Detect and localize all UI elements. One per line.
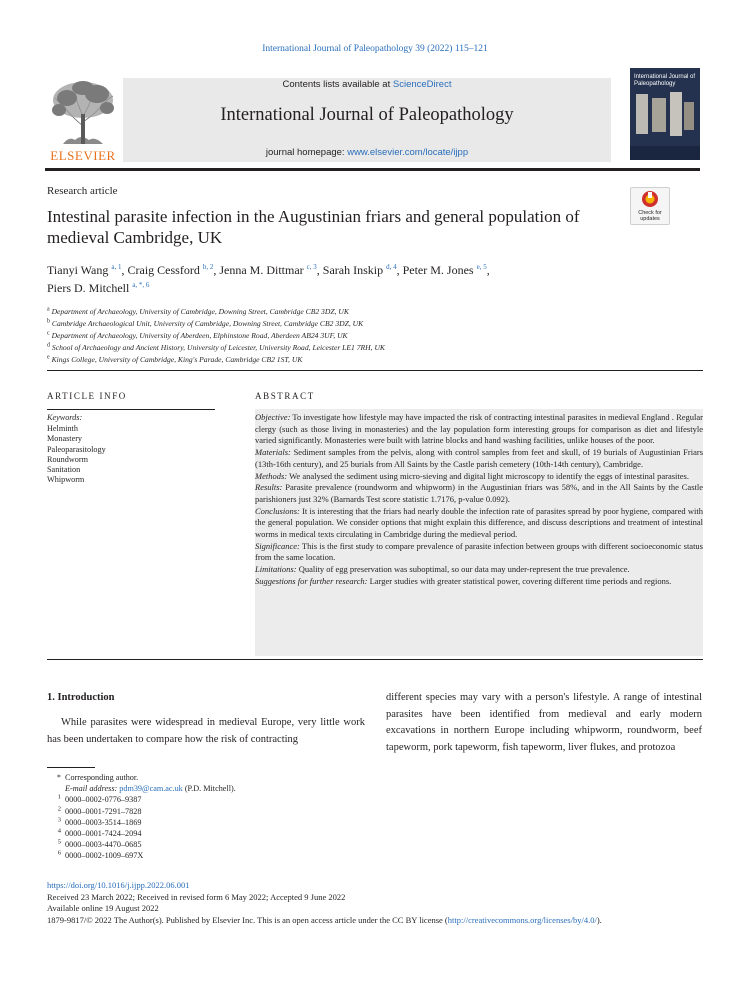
header-rule — [45, 168, 700, 171]
cover-art-icon — [630, 68, 700, 160]
license-line: 1879-9817/© 2022 The Author(s). Published by Elsevier Inc. This is an open access article under the CC BY license (http://creativecommons.org/licenses/by/4.0/). — [47, 914, 602, 925]
affiliation: $^e$ Kings College, University of Cambridge, King's Parade, Cambridge CB2 1ST, UK — [47, 354, 303, 364]
author[interactable]: Sarah Inskip $^{d, 4}$ — [322, 263, 397, 277]
article-history — [47, 880, 707, 926]
introduction-left-column: While parasites were widespread in medieval Europe, very little work has been undertaken to compare how the risk of contracting — [47, 717, 365, 745]
orcid-note[interactable]: $^1$ 0000–0002-0776–9387 — [57, 793, 142, 805]
orcid-note[interactable]: $^5$ 0000–0003-4470–0685 — [57, 838, 142, 850]
orcid-note[interactable]: $^6$ 0000–0002-1009–697X — [57, 849, 144, 861]
article-type: Research article — [47, 185, 118, 197]
cover-title: International Journal of Paleopathology — [634, 74, 696, 87]
check-for-updates-badge[interactable] — [630, 187, 670, 225]
doi-link[interactable]: https://doi.org/10.1016/j.ijpp.2022.06.001 — [47, 880, 190, 890]
contents-available-line: Contents lists available at ScienceDirect — [282, 79, 452, 90]
keyword: Roundworm — [47, 454, 88, 464]
keyword: Helminth — [47, 424, 78, 433]
abstract-section: Materials: Sediment samples from the pelvis, along with control samples from feet and skull, of 19 burials of Augustinian Friars (13th-16th century), and 25 burials from All Saints by the Castle parish cemetery (10th-14th century), Cambridge. — [255, 447, 703, 469]
email-link[interactable]: pdm39@cam.ac.uk — [119, 784, 183, 794]
author[interactable]: Peter M. Jones $^{e, 5}$ — [402, 263, 487, 277]
received-dates: Received 23 March 2022; Received in revised form 6 May 2022; Accepted 9 June 2022 — [47, 891, 346, 902]
introduction-heading: 1. Introduction — [47, 692, 115, 703]
affiliation: $^c$ Department of Archaeology, University of Aberdeen, Elphinstone Road, Aberdeen AB24 3UF, UK — [47, 330, 348, 340]
affiliations — [47, 306, 667, 366]
keywords-list — [47, 424, 106, 486]
affiliation: $^a$ Department of Archaeology, University of Cambridge, Downing Street, Cambridge CB2 3DZ, UK — [47, 306, 349, 316]
article-title: Intestinal parasite infection in the Augustinian friars and general population of medieval Cambridge, UK — [47, 207, 580, 247]
keyword: Sanitation — [47, 465, 81, 475]
orcid-note[interactable]: $^2$ 0000–0001-7291–7828 — [57, 804, 142, 816]
abstract-section: Methods: We analysed the sediment using micro-sieving and digital light microscopy to identify the eggs of intestinal parasites. — [255, 470, 689, 481]
abstract-section: Significance: This is the first study to compare prevalence of parasite infection between groups with different socioeconomic status from the same location. — [255, 540, 703, 563]
introduction-right-column: different species may vary with a person's lifestyle. A range of intestinal parasites have been identified from medieval and early modern excavations in northern Europe including whipworm, roundworm, beef tapeworm, pork tapeworm, fish tapeworm, liver flukes, and protozoa — [386, 692, 702, 753]
author-list: Tianyi Wang $^{a, 1}$, Craig Cessford $^{b, 2}$, Jenna M. Dittmar $^{c, 3}$, Sarah Inskip $^{d, 4}$, Peter M. Jones $^{e, 5}$, Piers D. Mitchell $^{a, *, 6}$ — [47, 263, 490, 295]
sciencedirect-link[interactable]: ScienceDirect — [392, 79, 452, 90]
elsevier-wordmark: ELSEVIER — [50, 148, 116, 163]
elsevier-tree-icon — [45, 78, 121, 148]
orcid-note[interactable]: $^3$ 0000–0003-3514–1869 — [57, 816, 142, 827]
article-info-heading: ARTICLE INFO — [47, 391, 127, 401]
abstract-section: Conclusions: It is interesting that the friars had nearly double the infection rate of parasites spread by poor hygiene, compared with the general population. We consider options that might explain this difference, and discuss descriptions and treatment of intestinal worms in medical texts circulating in Cambridge during the medieval period. — [255, 505, 703, 540]
footnote-rule — [47, 767, 95, 768]
journal-homepage-link[interactable]: www.elsevier.com/locate/ijpp — [347, 147, 469, 158]
orcid-note[interactable]: $^4$ 0000–0001-7424–2094 — [57, 827, 142, 839]
email-note: E-mail address: pdm39@cam.ac.uk (P.D. Mitchell). — [65, 784, 236, 794]
journal-citation[interactable]: International Journal of Paleopathology 39 (2022) 115–121 — [262, 44, 488, 54]
keyword: Whipworm — [47, 475, 85, 485]
abstract-section: Suggestions for further research: Larger studies with greater statistical power, covering different time periods and regions. — [255, 575, 672, 586]
keywords-label: Keywords: — [47, 413, 83, 422]
check-updates-icon — [631, 188, 669, 212]
abstract-section: Objective: To investigate how lifestyle may have impacted the risk of contracting intestinal parasites in medieval England . Regular clergy (such as those living in monasteries) and the lay population form interesting groups for comparison as diet and lifestyle varied significantly. Monasteries were built with latrine blocks and hand washing facilities, unlike houses of the poor. — [255, 412, 703, 446]
article-info-rule — [47, 409, 215, 410]
affiliation: $^b$ Cambridge Archaeological Unit, University of Cambridge, Downing Street, Cambridge CB2 3DZ, UK — [47, 318, 364, 328]
abstract-section: Results: Parasite prevalence (roundworm and whipworm) in the Augustinian friars was 58%, and in the All Saints by the Castle parishioners just 32% (Barnards Test score statistic 1.7176, p-value 0.092). — [255, 482, 703, 504]
corresponding-author-note: * Corresponding author. — [56, 773, 139, 782]
journal-cover-thumbnail[interactable] — [630, 68, 700, 160]
journal-homepage-line: journal homepage: www.elsevier.com/locate/ijpp — [265, 147, 469, 158]
check-updates-label: Check for updates — [638, 210, 662, 222]
journal-name: International Journal of Paleopathology — [220, 105, 514, 125]
affiliation: $^d$ School of Archaeology and Ancient History, University of Leicester, University Road, Leicester LE1 7RH, UK — [47, 342, 385, 352]
keyword: Paleoparasitology — [47, 444, 106, 454]
license-link[interactable]: http://creativecommons.org/licenses/by/4.0/ — [447, 914, 597, 925]
abstract-bottom-rule — [47, 659, 703, 660]
author[interactable]: Tianyi Wang $^{a, 1}$ — [47, 263, 122, 277]
keyword: Monastery — [47, 434, 83, 444]
abstract-body — [255, 412, 703, 588]
abstract-heading: ABSTRACT — [255, 391, 315, 401]
elsevier-logo[interactable] — [45, 78, 121, 162]
author[interactable]: Craig Cessford $^{b, 2}$ — [127, 263, 214, 277]
footnotes — [47, 772, 236, 862]
abstract-section: Limitations: Quality of egg preservation was suboptimal, so our data may under-represent the true prevalence. — [255, 564, 630, 575]
author[interactable]: Jenna M. Dittmar $^{c, 3}$ — [219, 263, 317, 277]
author[interactable]: Piers D. Mitchell $^{a, *, 6}$ — [47, 281, 150, 295]
journal-header — [45, 74, 700, 164]
available-online: Available online 19 August 2022 — [47, 903, 159, 913]
section-divider — [47, 370, 703, 371]
